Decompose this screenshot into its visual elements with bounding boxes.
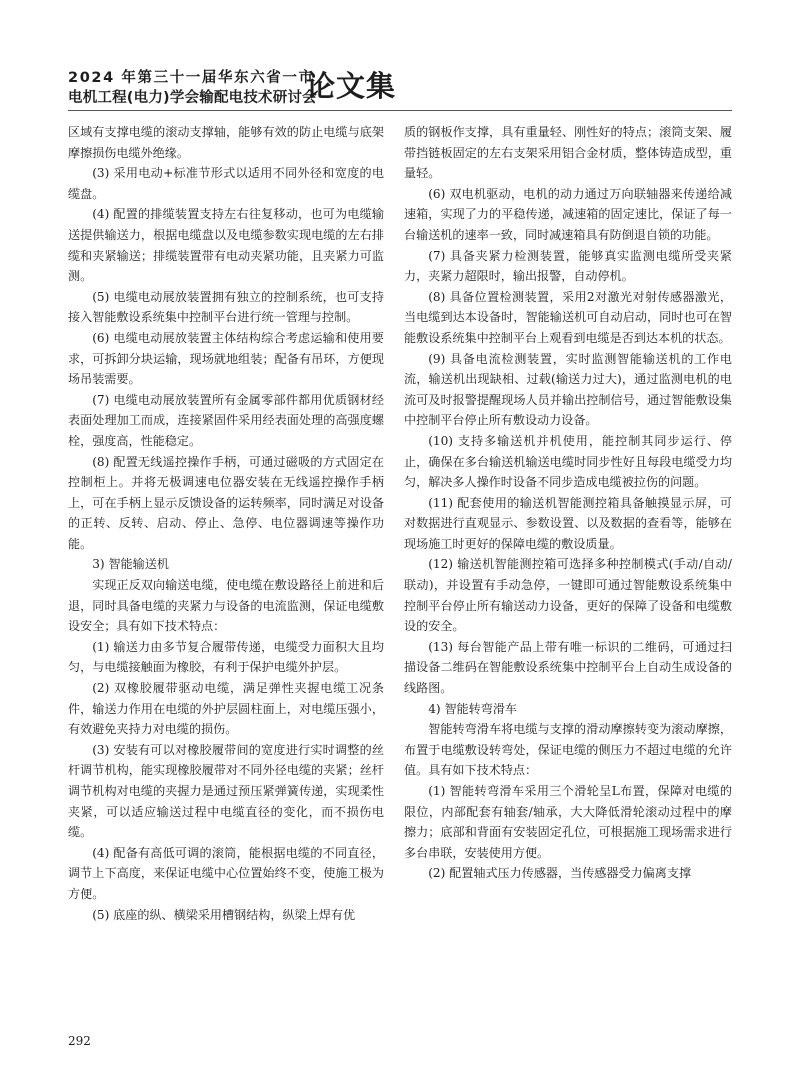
header-rule [68,110,732,111]
paragraph: (8) 配置无线遥控操作手柄，可通过磁吸的方式固定在控制柜上。并将无极调速电位器安装在无线遥控操作手柄上，可在手柄上显示反馈设备的运转频率，同时满足对设备的正转、反转、启动、停止、急停、电位器调速等操作功能。 [68,454,384,551]
paragraph: (11) 配套使用的输送机智能测控箱具备触摸显示屏，可对数据进行直观显示、参数设置、以及数据的查看等，能够在现场施工时更好的保障电缆的敷设质量。 [404,495,732,551]
paragraph: 实现正反双向输送电缆，使电缆在敷设路径上前进和后退，同时具备电缆的夹紧力与设备的电流监测，保证电缆敷设安全；具有如下技术特点： [68,578,384,634]
paragraph: 4) 智能转弯滑车 [428,701,518,716]
paragraph: (6) 电缆电动展放装置主体结构综合考虑运输和使用要求，可拆卸分块运输，现场就地组装；配备有吊环，方便现场吊装需要。 [68,330,384,387]
running-header [68,64,732,112]
paragraph: 3) 智能输送机 [92,557,169,572]
header-line-2: 电机工程(电力)学会输配电技术研讨会 [68,90,317,106]
paragraph: 区域有支撑电缆的滚动支撑轴，能够有效的防止电缆与底架摩擦损伤电缆外绝缘。 [68,125,384,160]
paragraph: (1) 输送力由多节复合履带传递，电缆受力面积大且均匀，与电缆接触面为橡胶，有利于保护电缆外护层。 [68,639,384,675]
page-number: 292 [68,1034,91,1048]
paragraph: (5) 底座的纵、横梁采用槽钢结构，纵梁上焊有优 [92,907,356,922]
header-line-1: 2024 年第三十一届华东六省一市 [68,70,315,86]
paragraph: (4) 配置的排缆装置支持左右往复移动，也可为电缆输送提供输送力，根据电缆盘以及电缆参数实现电缆的左右排缆和夹紧输送；排缆装置带有电动夹紧功能，且夹紧力可监测。 [68,207,384,284]
paragraph: (6) 双电机驱动，电机的动力通过万向联轴器来传递给减速箱，实现了力的平稳传递，减速箱的固定速比，保证了每一台输送机的速率一致，同时减速箱具有防倒退自锁的功能。 [404,186,732,242]
paragraph: (8) 具备位置检测装置，采用2对激光对射传感器激光，当电缆到达本设备时，智能输送机可自动启动，同时也可在智能敷设系统集中控制平台上观看到电缆是否到达本机的状态。 [404,289,732,345]
paragraph: (4) 配备有高低可调的滚筒，能根据电缆的不同直径，调节上下高度，来保证电缆中心位置始终不变，使施工极为方便。 [68,845,384,901]
collection-title: 论文集 [306,69,397,103]
right-column [404,122,732,884]
paragraph: (12) 输送机智能测控箱可选择多种控制模式(手动/自动/联动)，并设置有手动急停，一键即可通过智能敷设系统集中控制平台停止所有输送动力设备，更好的保障了设备和电缆敷设的安全。 [404,557,732,634]
paragraph: (3) 安装有可以对橡胶履带间的宽度进行实时调整的丝杆调节机构，能实现橡胶履带对不同外径电缆的夹紧；丝杆调节机构对电缆的夹握力是通过预压紧弹簧传递，实现柔性夹紧，可以适应输送过程中电缆直径的变化，而不损伤电缆。 [68,742,384,840]
paragraph: 质的钢板作支撑，具有重量轻、刚性好的特点；滚筒支架、履带挡链板固定的左右支架采用铝合金材质，整体铸造成型，重量轻。 [404,125,732,181]
paragraph: (2) 配置轴式压力传感器，当传感器受力偏离支撑 [428,866,692,881]
paragraph: (1) 智能转弯滑车采用三个滑轮呈L布置，保障对电缆的限位，内部配套有轴套/轴承，大大降低滑轮滚动过程中的摩擦力；底部和背面有安装固定孔位，可根据施工现场需求进行多台串联，安装使用方便。 [404,784,732,860]
paragraph: (9) 具备电流检测装置，实时监测智能输送机的工作电流，输送机出现缺相、过载(输送力过大)，通过监测电机的电流可及时报警提醒现场人员并输出控制信号，通过智能敷设集中控制平台停止所有敷设动力设备。 [404,351,732,428]
paragraph: (7) 具备夹紧力检测装置，能够真实监测电缆所受夹紧力，夹紧力超限时，输出报警，自动停机。 [404,248,732,284]
paragraph: (10) 支持多输送机并机使用，能控制其同步运行、停止，确保在多台输送机输送电缆时同步性好且每段电缆受力均匀，解决多人操作时设备不同步造成电缆被拉伤的问题。 [404,433,732,490]
paragraph: (2) 双橡胶履带驱动电缆，满足弹性夹握电缆工况条件，输送力作用在电缆的外护层圆柱面上，对电缆压强小，有效避免夹持力对电缆的损伤。 [68,681,384,737]
paragraph: (3) 采用电动+标准节形式以适用不同外径和宽度的电缆盘。 [68,166,384,201]
paragraph: (5) 电缆电动展放装置拥有独立的控制系统，也可支持接入智能敷设系统集中控制平台进行统一管理与控制。 [68,289,384,325]
paragraph: (13) 每台智能产品上带有唯一标识的二维码，可通过扫描设备二维码在智能敷设系统集中控制平台上自动生成设备的线路图。 [404,639,732,696]
paragraph: (7) 电缆电动展放装置所有金属零部件都用优质钢材经表面处理加工而成，连接紧固件采用经表面处理的高强度螺栓，强度高，性能稳定。 [68,392,384,448]
paragraph: 智能转弯滑车将电缆与支撑的滑动摩擦转变为滚动摩擦，布置于电缆敷设转弯处，保证电缆的侧压力不超过电缆的允许值。具有如下技术特点： [404,722,732,778]
left-column [68,122,384,925]
